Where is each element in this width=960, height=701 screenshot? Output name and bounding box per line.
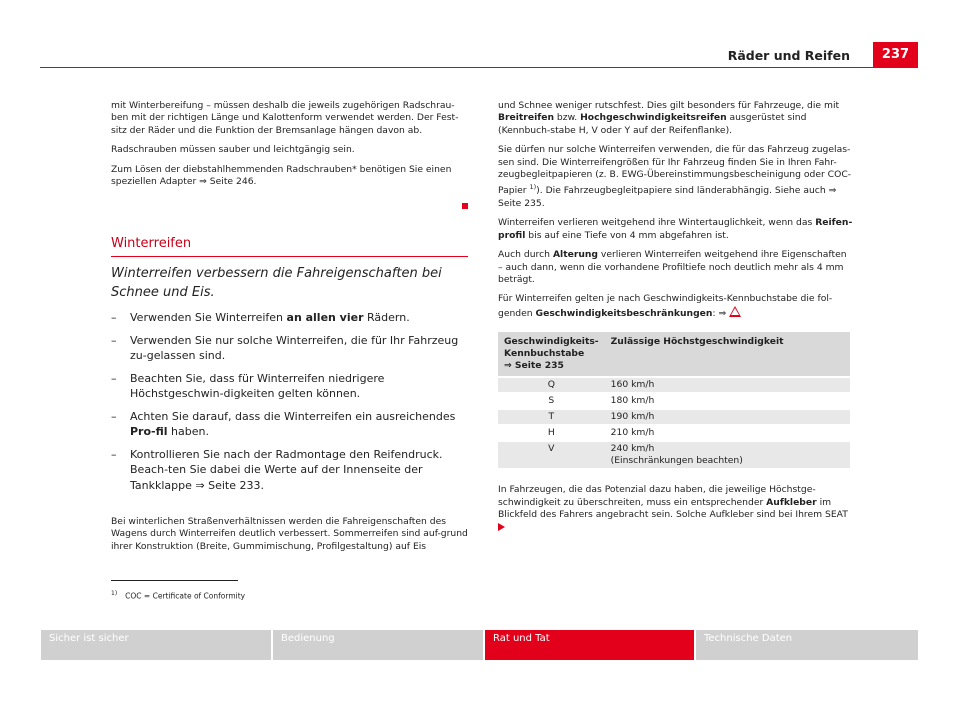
list-item: – Achten Sie darauf, dass die Winterreifen ein ausreichendes Pro-fil haben. <box>111 409 456 438</box>
instruction-list <box>111 310 471 500</box>
paragraph: und Schnee weniger rutschfest. Dies gilt besonders für Fahrzeuge, die mit Breitreifen bzw. Hochgeschwindigkeitsreifen ausgerüstet sind (Kennbuch-stabe H, V oder Y auf der Reifenflanke). <box>498 100 840 136</box>
header-rule <box>40 67 918 68</box>
footnote-rule <box>111 580 238 581</box>
paragraph: Bei winterlichen Straßenverhältnissen werden die Fahreigenschaften des Wagens durch Winterreifen deutlich verbessert. Sommerreifen sind auf-grund ihrer Konstruktion (Breite, Gummimischung, Profilgestaltung) auf Eis <box>111 516 468 552</box>
paragraph: mit Winterbereifung – müssen deshalb die jeweils zugehörigen Radschrau-ben mit der richtigen Länge und Kalottenform verwendet werden. Der Fest-sitz der Räder und die Funktion der Bremsanlage hängen davon ab. <box>111 100 459 136</box>
footnote-mark: 1) <box>111 590 118 597</box>
list-item: – Beachten Sie, dass für Winterreifen niedrigere Höchstgeschwin-digkeiten gelten können. <box>111 371 385 400</box>
footer-tab-rat-und-tat[interactable]: Rat und Tat <box>485 630 694 660</box>
section-end-marker <box>462 203 468 209</box>
footnote-ref: 1) <box>529 183 537 192</box>
paragraph: In Fahrzeugen, die das Potenzial dazu haben, die jeweilige Höchstge-schwindigkeit zu überschreiten, muss ein entsprechender Aufkleber im Blickfeld des Fahrers angebracht sein. Solche Aufkleber sind bei Ihrem SEAT <box>498 484 853 534</box>
paragraph: Winterreifen verlieren weitgehend ihre Wintertauglichkeit, wenn das Reifen-profil bis auf eine Tiefe von 4 mm abgefahren ist. <box>498 217 853 241</box>
speed-limit-table <box>498 332 850 470</box>
right-column <box>498 100 853 541</box>
footnote <box>111 590 245 601</box>
table-row: Q 160 km/h <box>498 377 850 393</box>
paragraph: Sie dürfen nur solche Winterreifen verwenden, die für das Fahrzeug zugelas-sen sind. Die Winterreifengrößen für Ihr Fahrzeug finden Sie in Ihren Fahr-zeugbegleitpapieren (z. B. EWG-Übereinstimmungsbescheinigung oder COC-Papier $^{1)}$). Die Fahrzeugbegleitpapiere sind länderabhängig. Siehe auch ⇒ Seite 235. <box>498 144 852 209</box>
paragraph-text: Zum Lösen der diebstahlhemmenden Radschrauben* benötigen Sie einen speziellen Adapter ⇒ Seite 246. <box>111 163 452 188</box>
table-row: V 240 km/h (Einschränkungen beachten) <box>498 441 850 469</box>
list-item: – Verwenden Sie nur solche Winterreifen, die für Ihr Fahrzeug zu-gelassen sind. <box>111 333 459 362</box>
footer-tab-sicher[interactable]: Sicher ist sicher <box>41 630 271 660</box>
paragraph: Für Winterreifen gelten je nach Geschwindigkeits-Kennbuchstabe die fol-genden Geschwindigkeitsbeschränkungen: ⇒ <box>498 293 833 319</box>
footer-tab-technische-daten[interactable]: Technische Daten <box>696 630 918 660</box>
paragraph <box>111 164 469 189</box>
running-header-title: Räder und Reifen <box>727 48 850 63</box>
footer-tab-bedienung[interactable]: Bedienung <box>273 630 483 660</box>
table-header-cell: Zulässige Höchstgeschwindigkeit <box>605 332 850 377</box>
continue-arrow-icon <box>498 523 505 531</box>
page-number: 237 <box>873 42 918 68</box>
list-item: – Kontrollieren Sie nach der Radmontage den Reifendruck. Beach-ten Sie dabei die Werte auf der Innenseite der Tankklappe ⇒ Seite 233. <box>111 447 443 492</box>
section-lead: Winterreifen verbessern die Fahreigenschaften bei Schnee und Eis. <box>111 266 442 300</box>
footnote-text: COC = Certificate of Conformity <box>125 591 246 601</box>
left-column-top <box>111 100 469 195</box>
table-row: T 190 km/h <box>498 409 850 425</box>
warning-icon[interactable] <box>729 306 741 317</box>
table-row: S 180 km/h <box>498 393 850 409</box>
paragraph: Auch durch Alterung verlieren Winterreifen weitgehend ihre Eigenschaften – auch dann, wenn die vorhandene Profiltiefe noch deutlich mehr als 4 mm beträgt. <box>498 249 847 285</box>
table-header-cell: Geschwindigkeits- Kennbuchstabe ⇒ Seite 235 <box>498 332 605 377</box>
table-row: H 210 km/h <box>498 425 850 441</box>
list-item: – Verwenden Sie Winterreifen an allen vier Rädern. <box>111 311 410 324</box>
section-rule <box>111 256 468 257</box>
paragraph: Radschrauben müssen sauber und leichtgängig sein. <box>111 144 355 156</box>
section-title: Winterreifen <box>111 236 192 251</box>
